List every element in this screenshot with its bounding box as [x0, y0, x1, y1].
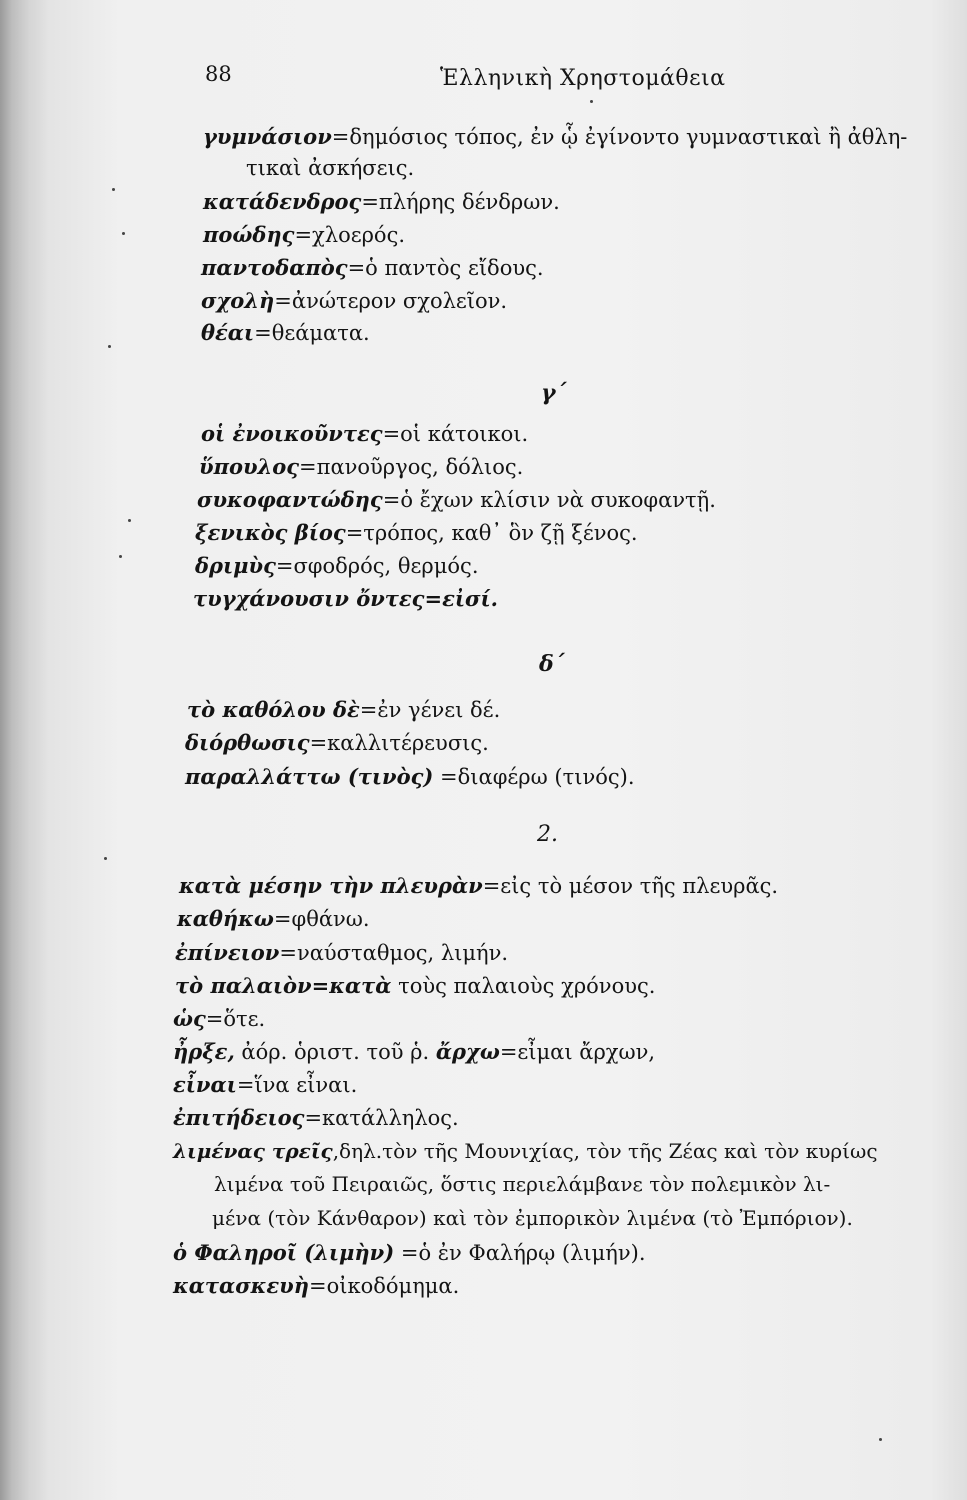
scan-speck — [112, 188, 115, 191]
glossary-line — [203, 190, 560, 214]
glossary-definition: =ἵνα εἶναι. — [236, 1073, 358, 1097]
glossary-term: σχολὴ — [201, 288, 275, 313]
glossary-definition: =ἐν γένει δέ. — [359, 698, 501, 722]
glossary-line — [177, 907, 370, 931]
glossary-line — [195, 521, 638, 545]
glossary-definition: τοὺς παλαιοὺς χρόνους. — [391, 974, 656, 998]
scan-speck — [590, 100, 593, 103]
glossary-note: ἀόρ. ὁριστ. τοῦ ῥ. — [234, 1040, 436, 1064]
glossary-term: οἱ ἐνοικοῦντες — [201, 421, 383, 446]
glossary-term: κατασκευὴ — [173, 1273, 310, 1298]
glossary-line — [185, 765, 635, 789]
glossary-definition: =θεάματα. — [254, 321, 370, 345]
glossary-term: θέαι — [201, 320, 255, 345]
page-number: 88 — [205, 62, 232, 86]
glossary-term: τυγχάνουσιν ὄντες — [193, 586, 425, 611]
glossary-continuation: μένα (τὸν Κάνθαρον) καὶ τὸν ἐμπορικὸν λιμένα (τὸ Ἐμπόριον). — [212, 1206, 853, 1230]
glossary-definition: =εἶμαι ἄρχων, — [499, 1040, 656, 1064]
glossary-line — [201, 289, 507, 313]
glossary-term: ὁ Φαληροῖ (λιμὴν) — [173, 1240, 395, 1265]
glossary-term: ὡς — [173, 1006, 206, 1031]
glossary-line — [173, 1241, 646, 1265]
glossary-definition: =οἰκοδόμημα. — [309, 1274, 460, 1298]
glossary-line — [185, 731, 489, 755]
glossary-definition: =ναύσταθμος, λιμήν. — [279, 941, 509, 965]
glossary-term: διόρθωσις — [185, 730, 310, 755]
glossary-line — [201, 256, 544, 280]
scan-speck — [119, 555, 122, 558]
glossary-definition: =χλοερός. — [294, 223, 406, 247]
glossary-line — [173, 1106, 459, 1130]
glossary-term: κατάδενδρος — [203, 189, 362, 214]
section-heading-delta: δ΄ — [539, 651, 565, 677]
glossary-line — [179, 874, 778, 898]
glossary-definition: ,δηλ.τὸν τῆς Μουνιχίας, τὸν τῆς Ζέας καὶ τὸν κυρίως — [332, 1139, 878, 1163]
glossary-line — [195, 554, 479, 578]
glossary-line — [175, 974, 655, 998]
glossary-term: ποώδης — [203, 222, 295, 247]
glossary-term: τὸ παλαιὸν — [175, 973, 312, 998]
glossary-line — [175, 941, 508, 965]
glossary-definition: =κατάλληλος. — [304, 1106, 459, 1130]
glossary-line — [173, 1274, 459, 1298]
glossary-term: λιμένας τρεῖς — [173, 1139, 333, 1163]
glossary-line — [201, 321, 370, 345]
glossary-continuation: τικαὶ ἀσκήσεις. — [246, 156, 415, 180]
glossary-continuation: λιμένα τοῦ Πειραιῶς, ὅστις περιελάμβανε τὸν πολεμικὸν λι- — [214, 1172, 831, 1196]
glossary-term: ἐπιτήδειος — [173, 1105, 305, 1130]
glossary-line — [193, 587, 498, 611]
scan-speck — [104, 857, 107, 860]
glossary-definition: =τρόπος, καθ᾽ ὃν ζῇ ξένος. — [345, 521, 638, 545]
glossary-term: γυμνάσιον — [203, 124, 332, 149]
glossary-definition: =φθάνω. — [273, 907, 370, 931]
glossary-definition: =οἱ κάτοικοι. — [382, 422, 529, 446]
glossary-term: κατὰ μέσην τὴν πλευρὰν — [179, 873, 483, 898]
glossary-definition: =ὅτε. — [205, 1007, 266, 1031]
glossary-term: δριμὺς — [195, 553, 276, 578]
glossary-line — [187, 698, 500, 722]
scan-speck — [879, 1438, 882, 1441]
glossary-term: παντοδαπὸς — [201, 255, 348, 280]
glossary-term: ἐπίνειον — [175, 940, 280, 965]
glossary-definition: =πανοῦργος, δόλιος. — [299, 455, 524, 479]
glossary-line — [173, 1040, 655, 1064]
glossary-definition: =πλήρης δένδρων. — [361, 190, 560, 214]
glossary-term: συκοφαντώδης — [197, 487, 383, 512]
glossary-definition: =εἰς τὸ μέσον τῆς πλευρᾶς. — [482, 874, 779, 898]
scan-speck — [108, 345, 111, 348]
glossary-term: καθήκω — [177, 906, 274, 931]
glossary-line — [173, 1073, 357, 1097]
glossary-definition: =ὁ ἐν Φαλήρῳ (λιμήν). — [394, 1241, 646, 1265]
glossary-term: ὕπουλος — [199, 454, 300, 479]
glossary-term: ἄρχω — [435, 1039, 500, 1064]
page-header — [0, 62, 967, 102]
glossary-term: =κατὰ — [311, 973, 392, 998]
glossary-line — [173, 1140, 878, 1162]
glossary-term: παραλλάττω (τινὸς) — [185, 764, 434, 789]
glossary-definition: =δημόσιος τόπος, ἐν ᾧ ἐγίνοντο γυμναστικαὶ ἢ ἀθλη- — [331, 125, 908, 149]
glossary-definition: =καλλιτέρευσις. — [309, 731, 489, 755]
glossary-line — [173, 1007, 265, 1031]
section-heading-gamma: γ΄ — [541, 380, 567, 406]
glossary-definition: =ἀνώτερον σχολεῖον. — [274, 289, 508, 313]
glossary-definition: =διαφέρω (τινός). — [433, 765, 635, 789]
scan-speck — [122, 232, 125, 235]
section-heading-2: 2. — [537, 822, 558, 847]
glossary-term: εἶναι — [173, 1072, 237, 1097]
glossary-term: τὸ καθόλου δὲ — [187, 697, 360, 722]
glossary-term: ἦρξε, — [173, 1039, 235, 1064]
glossary-definition: =ὁ παντὸς εἴδους. — [347, 256, 544, 280]
glossary-term: ξενικὸς βίος — [195, 520, 346, 545]
glossary-definition: =ὁ ἔχων κλίσιν νὰ συκοφαντῇ. — [382, 488, 716, 512]
running-title: Ἑλληνικὴ Χρηστομάθεια — [440, 66, 726, 91]
glossary-line — [199, 455, 523, 479]
glossary-definition: =σφοδρός, θερμός. — [275, 554, 479, 578]
glossary-line — [201, 422, 528, 446]
glossary-line — [203, 125, 907, 149]
page-left-shadow — [0, 0, 48, 1500]
glossary-definition: =εἰσί. — [424, 586, 498, 611]
glossary-line — [197, 488, 716, 512]
scan-speck — [128, 519, 131, 522]
glossary-line — [203, 223, 405, 247]
